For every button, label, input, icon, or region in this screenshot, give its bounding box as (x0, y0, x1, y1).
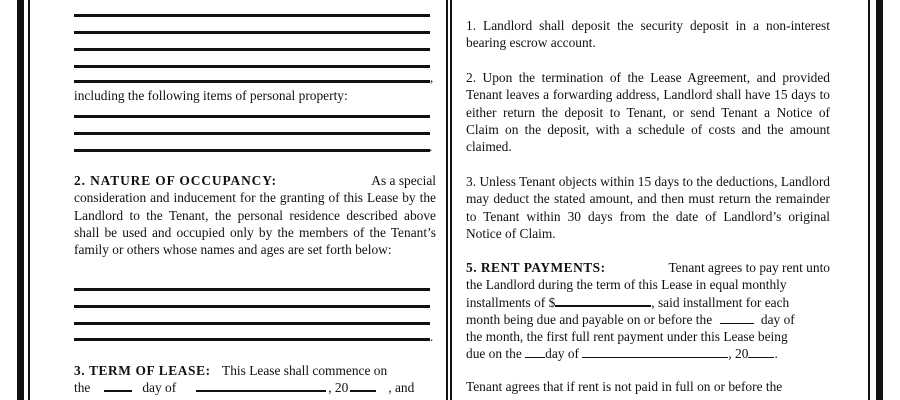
rent-first-day-blank (525, 346, 545, 358)
rent-first-month-blank (582, 346, 728, 358)
rent-line1: Tenant agrees to pay rent unto (668, 260, 830, 275)
blank-line (74, 48, 430, 51)
blank-line (74, 149, 430, 152)
rent-first-due-label: due on the (466, 346, 522, 362)
blank-line (74, 322, 430, 325)
deposit-clause-1: 1. Landlord shall deposit the security deposit in a non-interest bearing escrow account. (466, 18, 830, 51)
rent-first-comma-20: , 20 (728, 346, 749, 362)
term-comma-20: , 20 (328, 380, 349, 396)
rent-line5: the month, the first full rent payment under this Lease being (466, 329, 788, 345)
right-inner-border (868, 0, 870, 400)
blank-line (74, 115, 430, 118)
left-outer-border (17, 0, 24, 400)
occupancy-section (74, 172, 436, 258)
blank-line (74, 338, 430, 341)
blank-line (74, 65, 430, 68)
occupancy-body: consideration and inducement for the granting of this Lease by the Landlord to the Tenant, the personal residence described above shall be used and occupied only by the members of the Tenant’s family or others whose names and ages are set forth below: (74, 190, 436, 258)
rent-heading: 5. RENT PAYMENTS: (466, 260, 606, 275)
rent-first-year-blank (748, 346, 774, 358)
rent-due-day-blank (720, 312, 754, 324)
line-end-period: . (429, 139, 433, 154)
blank-line (74, 80, 430, 83)
deposit-clause-2: 2. Upon the termination of the Lease Agreement, and provided Tenant leaves a forwarding address, Landlord shall have 15 days to either return the deposit to Tenant, or send Tenant a Notice of Claim on the deposit, with a schedule of costs and the amount claimed. (466, 70, 830, 155)
blank-line (74, 31, 430, 34)
left-inner-border (28, 0, 30, 400)
occupancy-lead: As a special (371, 173, 436, 188)
term-section (74, 362, 436, 397)
rent-amount-blank (555, 294, 651, 307)
personal-property-intro: including the following items of personal property: (74, 88, 348, 103)
rent-line2: the Landlord during the term of this Lease in equal monthly (466, 277, 787, 293)
left-column (74, 0, 436, 400)
rent-installments-label: installments of $ (466, 294, 556, 310)
term-day-of: day of (142, 380, 177, 396)
term-and: , and (388, 380, 415, 396)
blank-line (74, 14, 430, 17)
term-lead: This Lease shall commence on (222, 363, 388, 378)
line-end-period: . (430, 329, 434, 344)
term-year-blank (350, 379, 376, 392)
rent-section (466, 259, 830, 363)
blank-line (74, 305, 430, 308)
rent-due-tail: day of (760, 311, 795, 327)
line-end-comma: , (430, 70, 434, 85)
rent-first-period: . (774, 346, 778, 362)
rent-installments-tail: , said installment for each (651, 294, 790, 310)
column-divider-left (446, 0, 448, 400)
rent-first-day-of: day of (545, 346, 579, 362)
term-month-blank (196, 379, 326, 392)
occupancy-heading: 2. NATURE OF OCCUPANCY: (74, 173, 277, 188)
right-outer-border (876, 0, 883, 400)
term-heading: 3. TERM OF LEASE: (74, 363, 211, 378)
deposit-clause-3: 3. Unless Tenant objects within 15 days to the deductions, Landlord may deduct the stated amount, and then must return the remainder to Tenant within 30 days from the date of Landlord’s original Notice of Claim. (466, 174, 830, 241)
term-day-blank (104, 379, 132, 392)
column-divider-right (450, 0, 452, 400)
rent-due-label: month being due and payable on or before the (466, 311, 713, 327)
blank-line (74, 132, 430, 135)
blank-line (74, 288, 430, 291)
right-column (466, 0, 830, 400)
late-rent-clause: Tenant agrees that if rent is not paid in full on or before the (466, 379, 783, 394)
term-the: the (74, 380, 91, 396)
